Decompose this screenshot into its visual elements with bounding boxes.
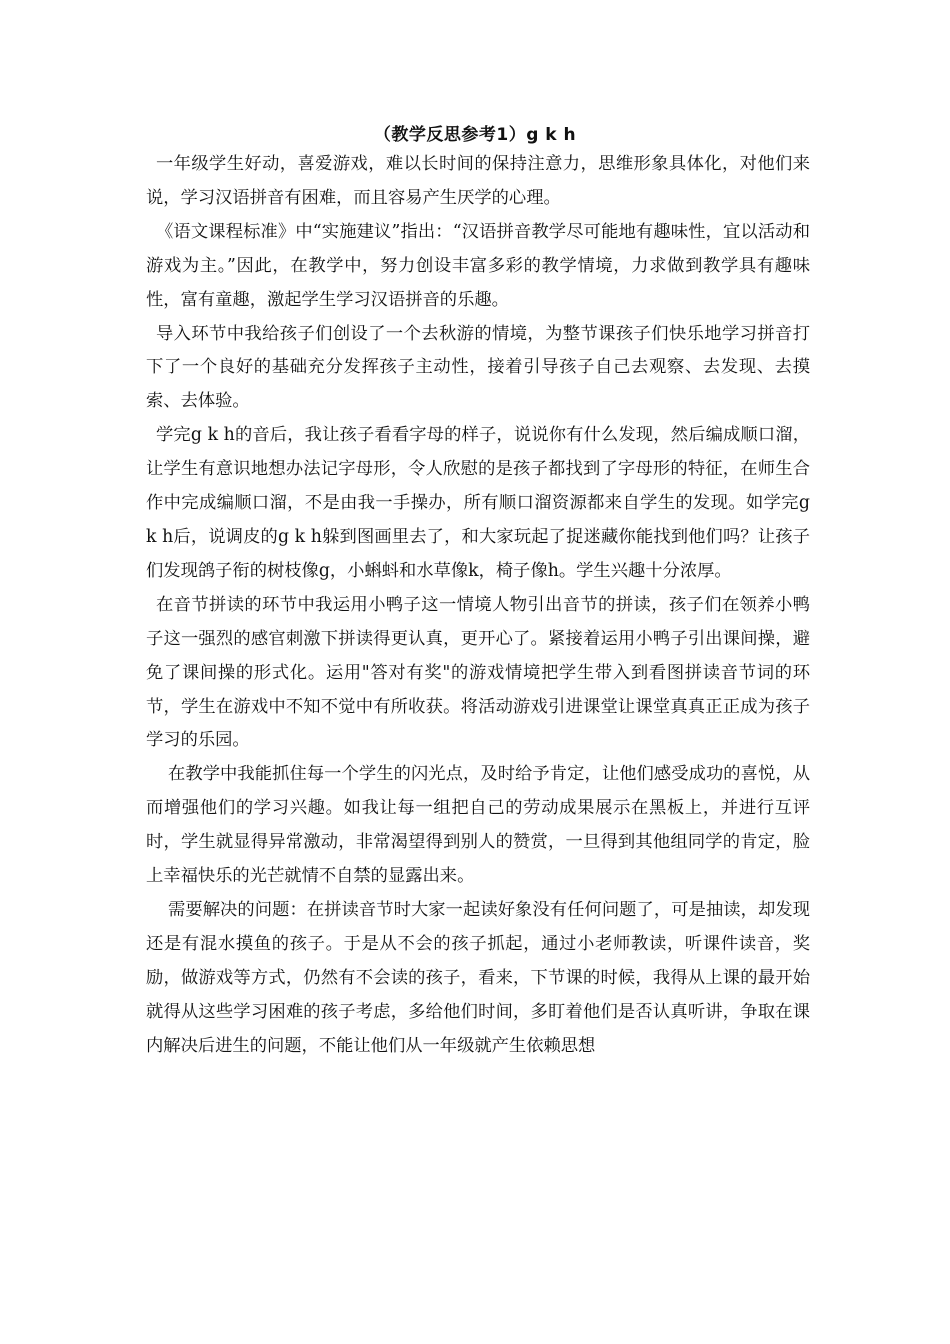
paragraph-1: 一年级学生好动，喜爱游戏，难以长时间的保持注意力，思维形象具体化，对他们来说，学习汉语拼音有困难，而且容易产生厌学的心理。 [146,154,810,208]
document-body [146,148,810,1063]
paragraph-6: 在教学中我能抓住每一个学生的闪光点，及时给予肯定，让他们感受成功的喜悦，从而增强他们的学习兴趣。如我让每一组把自己的劳动成果展示在黑板上，并进行互评时，学生就显得异常激动，非常渴望得到别人的赞赏，一旦得到其他组同学的肯定，脸上幸福快乐的光芒就情不自禁的显露出来。 [146,764,810,887]
paragraph-7: 需要解决的问题：在拼读音节时大家一起读好象没有任何问题了，可是抽读，却发现还是有混水摸鱼的孩子。于是从不会的孩子抓起，通过小老师教读，听课件读音，奖励，做游戏等方式，仍然有不会读的孩子，看来，下节课的时候，我得从上课的最开始就得从这些学习困难的孩子考虑，多给他们时间，多盯着他们是否认真听讲，争取在课内解决后进生的问题，不能让他们从一年级就产生依赖思想 [146,899,810,1056]
paragraph-3: 导入环节中我给孩子们创设了一个去秋游的情境，为整节课孩子们快乐地学习拼音打下了一个良好的基础充分发挥孩子主动性，接着引导孩子自己去观察、去发现、去摸索、去体验。 [146,323,810,412]
document-title: （教学反思参考1）g k h [373,125,577,145]
paragraph-4: 学完g k h的音后，我让孩子看看字母的样子，说说你有什么发现，然后编成顺口溜，让学生有意识地想办法记字母形，令人欣慰的是孩子都找到了字母形的特征，在师生合作中完成编顺口溜，不是由我一手操办，所有顺口溜资源都来自学生的发现。如学完g k h后，说调皮的g k h躲到图画里去了，和大家玩起了捉迷藏你能找到他们吗？让孩子们发现鸽子衔的树枝像g，小蝌蚪和水草像k，椅子像h。学生兴趣十分浓厚。 [146,425,810,581]
paragraph-5: 在音节拼读的环节中我运用小鸭子这一情境人物引出音节的拼读，孩子们在领养小鸭子这一强烈的感官刺激下拼读得更认真，更开心了。紧接着运用小鸭子引出课间操，避免了课间操的形式化。运用"答对有奖"的游戏情境把学生带入到看图拼读音节词的环节，学生在游戏中不知不觉中有所收获。将活动游戏引进课堂让课堂真真正正成为孩子学习的乐园。 [146,594,810,751]
paragraph-2: 《语文课程标准》中“实施建议”指出：“汉语拼音教学尽可能地有趣味性，宜以活动和游戏为主。”因此，在教学中，努力创设丰富多彩的教学情境，力求做到教学具有趣味性，富有童趣，激起学生学习汉语拼音的乐趣。 [146,221,810,310]
